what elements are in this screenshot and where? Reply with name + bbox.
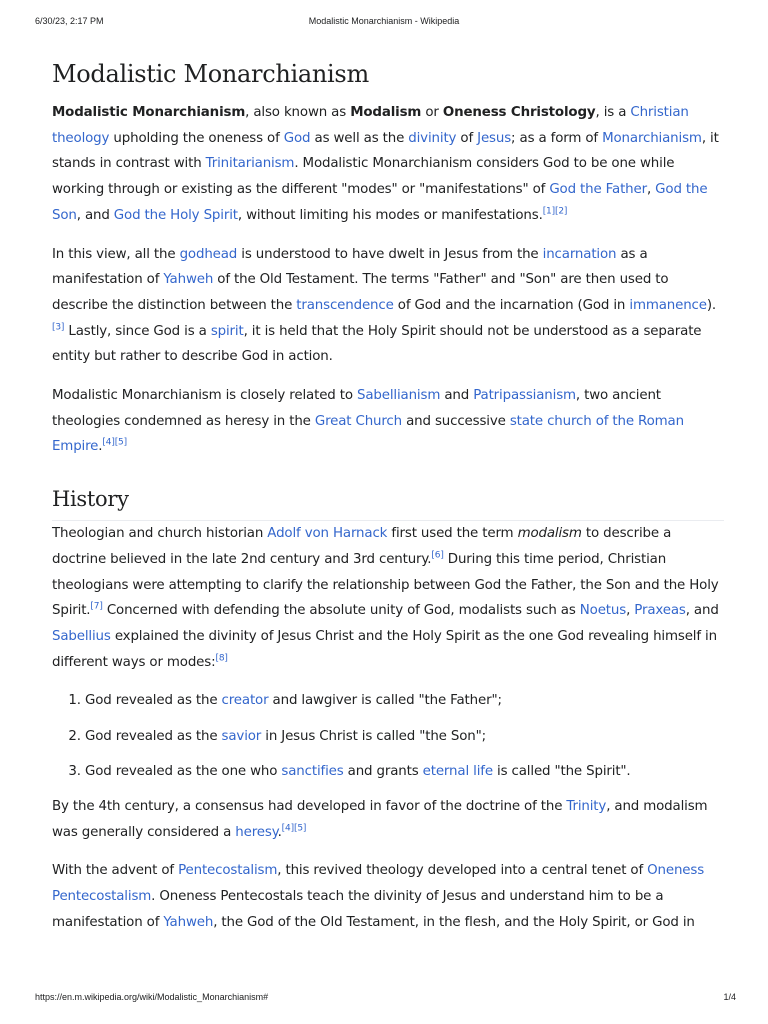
citation-ref[interactable]: [7]: [90, 601, 103, 612]
print-doc-title: Modalistic Monarchianism - Wikipedia: [308, 16, 460, 26]
print-footer: [0, 992, 768, 1008]
wiki-link[interactable]: Pentecostalism: [178, 863, 278, 879]
italic-term: modalism: [517, 526, 582, 542]
wiki-link[interactable]: Yahweh: [163, 272, 214, 288]
wiki-link[interactable]: heresy: [235, 824, 278, 840]
page-title: Modalistic Monarchianism: [52, 60, 369, 88]
history-paragraph-2: By the 4th century, a consensus had developed in favor of the doctrine of the Trinity, and modalism was generally considered a heresy.[4][5]: [52, 798, 708, 840]
citation-ref[interactable]: [4][5]: [281, 823, 307, 834]
wiki-link[interactable]: Trinitarianism: [205, 156, 295, 172]
list-item-mode-spirit: 3. God revealed as the one who sanctifies and grants eternal life is called "the Spirit".: [85, 759, 724, 785]
print-page-number: 1/4: [723, 992, 736, 1002]
wiki-link[interactable]: Noetus: [579, 603, 627, 619]
modes-list: [52, 688, 724, 784]
wiki-link[interactable]: spirit: [210, 323, 244, 339]
wiki-link[interactable]: Sabellianism: [356, 388, 441, 404]
wiki-link[interactable]: divinity: [408, 130, 457, 146]
print-url: https://en.m.wikipedia.org/wiki/Modalistic_Monarchianism#: [35, 992, 269, 1002]
citation-ref[interactable]: [8]: [215, 653, 228, 664]
intro-paragraph-2: In this view, all the godhead is understood to have dwelt in Jesus from the incarnation as a manifestation of Yahweh of the Old Testament. The terms "Father" and "Son" are then used to describe the distinction between the transcendence of God and the incarnation (God in immanence).[3] Lastly, since God is a spirit, it is held that the Holy Spirit should not be understood as a separate entity but rather to describe God in action.: [52, 246, 717, 365]
history-paragraph-3: With the advent of Pentecostalism, this revived theology developed into a central tenet of Oneness Pentecostalism. Oneness Pentecostals teach the divinity of Jesus and understand him to be a manifestation of Yahweh, the God of the Old Testament, in the flesh, and the Holy Spirit, or God in: [52, 863, 705, 930]
print-datetime: 6/30/23, 2:17 PM: [35, 16, 104, 26]
wiki-link[interactable]: Oneness Pentecostalism: [52, 863, 705, 905]
bold-term: Oneness Christology: [442, 105, 596, 120]
wiki-link[interactable]: Great Church: [314, 413, 402, 429]
wiki-link[interactable]: sanctifies: [281, 763, 344, 779]
wiki-link[interactable]: Monarchianism: [602, 130, 702, 146]
citation-ref[interactable]: [6]: [431, 550, 444, 561]
wiki-link[interactable]: God the Holy Spirit: [113, 207, 238, 223]
wiki-link[interactable]: Sabellius: [52, 628, 111, 644]
wiki-link[interactable]: transcendence: [296, 297, 394, 313]
wiki-link[interactable]: savior: [221, 728, 262, 744]
wiki-link[interactable]: state church of the Roman Empire: [52, 413, 684, 455]
intro-paragraph-3: Modalistic Monarchianism is closely related to Sabellianism and Patripassianism, two ancient theologies condemned as heresy in the Great Church and successive state church of the Roman Empire.[4][5]: [52, 388, 684, 455]
wiki-link[interactable]: incarnation: [542, 246, 617, 262]
wiki-link[interactable]: Praxeas: [634, 603, 686, 619]
wiki-link[interactable]: Patripassianism: [473, 388, 576, 404]
citation-ref[interactable]: [1][2]: [542, 206, 568, 217]
wiki-link[interactable]: Adolf von Harnack: [267, 526, 388, 542]
wiki-link[interactable]: God: [283, 130, 311, 146]
wiki-link[interactable]: God the Son: [52, 182, 708, 223]
wiki-link[interactable]: godhead: [179, 246, 238, 262]
wiki-link[interactable]: immanence: [629, 297, 707, 313]
section-heading-history[interactable]: History: [52, 484, 724, 521]
wiki-link[interactable]: Yahweh: [163, 914, 214, 930]
print-header: [0, 16, 768, 32]
citation-ref[interactable]: [3]: [52, 322, 65, 333]
list-item-mode-father: 1. God revealed as the creator and lawgiver is called "the Father";: [85, 688, 724, 714]
wiki-link[interactable]: Jesus: [477, 130, 512, 146]
citation-ref[interactable]: [4][5]: [102, 437, 127, 448]
history-paragraph-1: Theologian and church historian Adolf von Harnack first used the term modalism to describe a doctrine believed in the late 2nd century and 3rd century.[6] During this time period, Christian theologians were attempting to clarify the relationship between God the Father, the Son and the Holy Spirit.[7] Concerned with defending the absolute unity of God, modalists such as Noetus, Praxeas, and Sabellius explained the divinity of Jesus Christ and the Holy Spirit as the one God revealing himself in different ways or modes:[8]: [52, 526, 719, 670]
bold-term: Modalistic Monarchianism: [52, 105, 246, 120]
list-item-mode-son: 2. God revealed as the savior in Jesus Christ is called "the Son";: [85, 724, 724, 750]
bold-term: Modalism: [350, 105, 422, 120]
wiki-link[interactable]: eternal life: [422, 763, 493, 779]
wiki-link[interactable]: Christian theology: [52, 105, 689, 146]
wiki-link[interactable]: creator: [221, 693, 269, 709]
intro-paragraph-1: Modalistic Monarchianism, also known as Modalism or Oneness Christology, is a Christian theology upholding the oneness of God as well as the divinity of Jesus; as a form of Monarchianism, it stands in contrast with Trinitarianism. Modalistic Monarchianism considers God to be one while working through or existing as the different "modes" or "manifestations" of God the Father, God the Son, and God the Holy Spirit, without limiting his modes or manifestations.[1][2]: [52, 105, 719, 223]
wiki-link[interactable]: Trinity: [566, 798, 607, 814]
wiki-link[interactable]: God the Father: [549, 182, 647, 198]
article-content: [52, 56, 724, 948]
